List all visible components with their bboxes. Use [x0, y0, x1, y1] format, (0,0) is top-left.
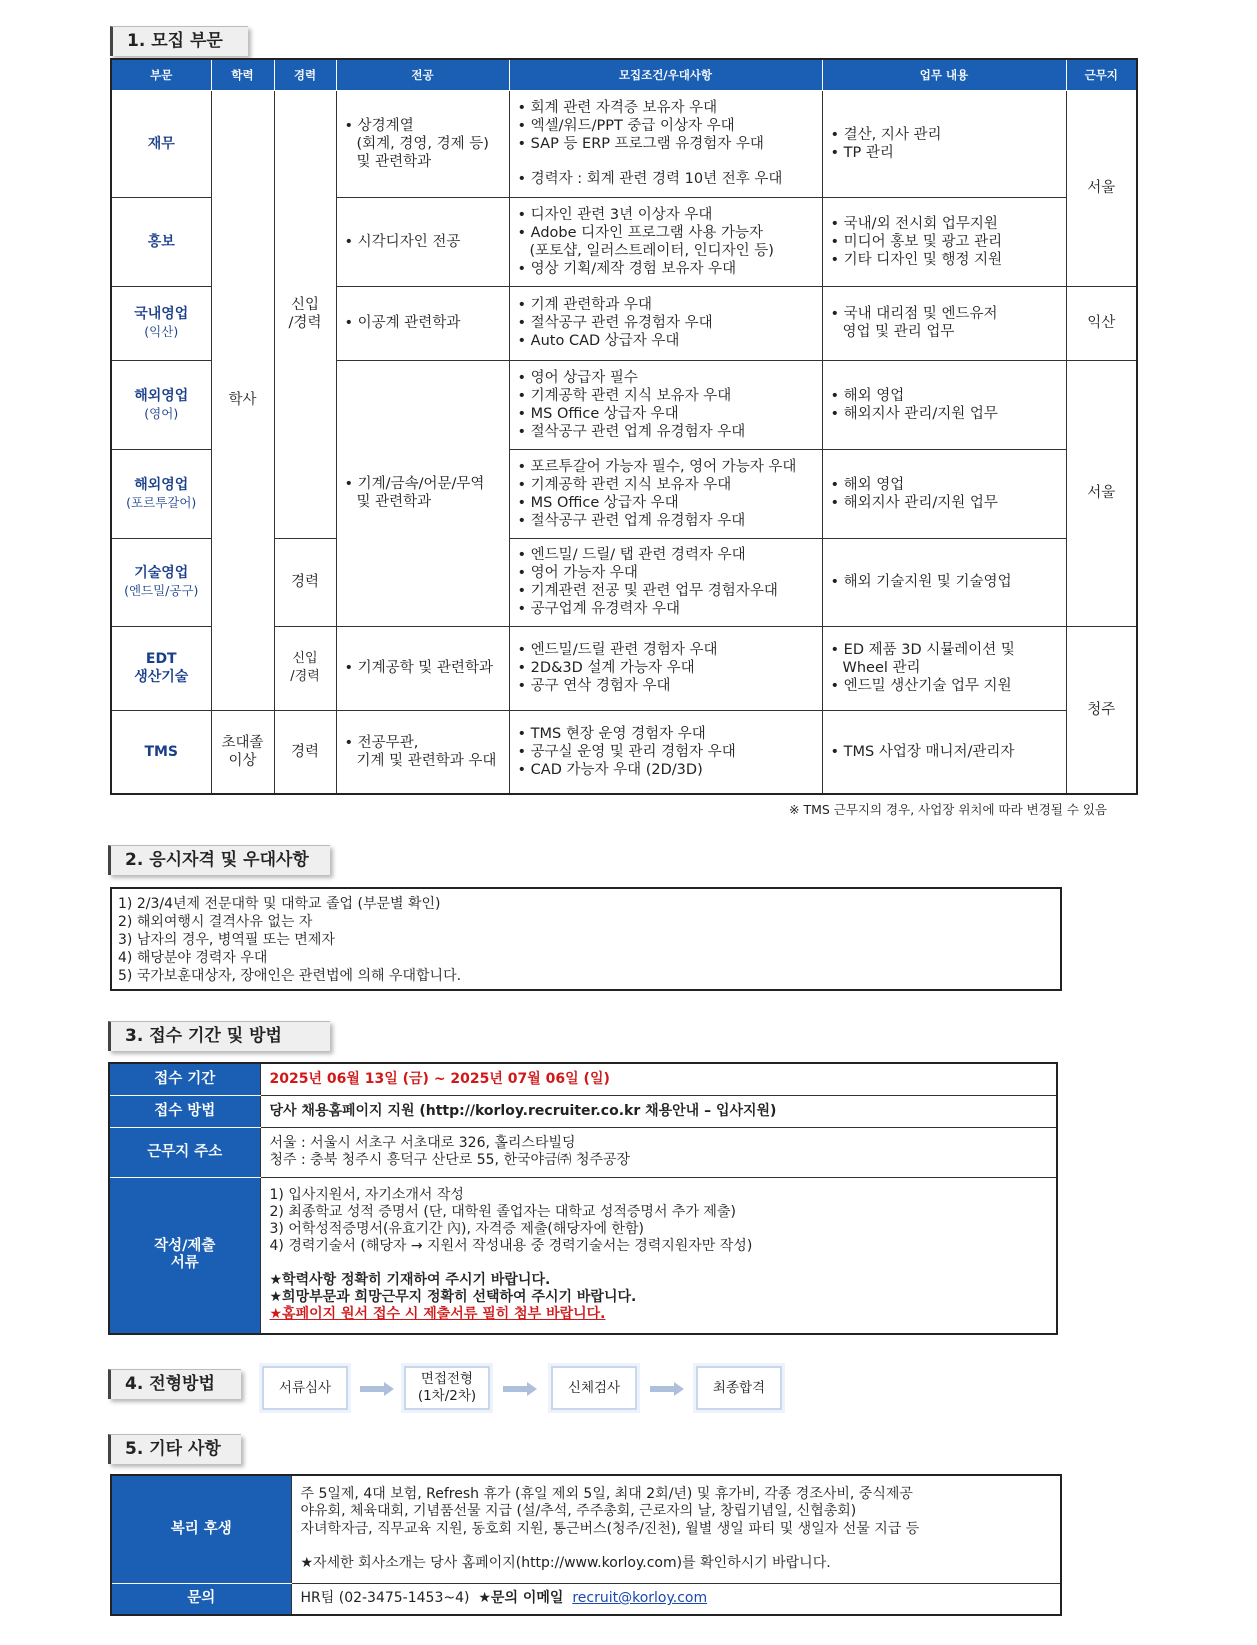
recruitment-table	[110, 58, 1138, 795]
doc-note: ★학력사항 정확히 기재하여 주시기 바랍니다.	[269, 1272, 551, 1289]
application-table	[108, 1062, 1058, 1335]
header-major: 전공	[336, 59, 509, 90]
address-label: 근무지 주소	[109, 1127, 260, 1177]
duties-cell: • TMS 사업장 매니저/관리자	[822, 710, 1066, 794]
table-row	[109, 1177, 1057, 1334]
dept-cell: 국내영업 (익산)	[111, 286, 211, 360]
docs-label: 작성/제출 서류	[109, 1177, 260, 1334]
major-cell: • 상경계열 (회계, 경영, 경제 등) 및 관련학과	[336, 90, 509, 197]
table-header-row	[111, 59, 1137, 90]
header-duties: 업무 내용	[822, 59, 1066, 90]
section-2-title: 2. 응시자격 및 우대사항	[108, 845, 330, 875]
step-physical-exam: 신체검사	[551, 1366, 637, 1410]
duties-cell: • 결산, 지사 관리 • TP 관리	[822, 90, 1066, 197]
duties-cell: • 해외 영업 • 해외지사 관리/지원 업무	[822, 449, 1066, 538]
period-label: 접수 기간	[109, 1063, 260, 1095]
section-4-title: 4. 전형방법	[108, 1369, 241, 1399]
etc-table	[110, 1474, 1062, 1616]
contact-email-link[interactable]: recruit@korloy.com	[572, 1590, 708, 1606]
dept-cell: 해외영업 (영어)	[111, 360, 211, 449]
table-row	[111, 90, 1137, 197]
duties-cell: • 국내 대리점 및 엔드유저 영업 및 관리 업무	[822, 286, 1066, 360]
conditions-cell: • 포르투갈어 가능자 필수, 영어 가능자 우대 • 기계공학 관련 지식 보유자 우대 • MS Office 상급자 우대 • 절삭공구 관련 업계 유경험자 우대	[509, 449, 822, 538]
doc-line: 4) 경력기술서 (해당자 → 지원서 작성내용 중 경력기술서는 경력지원자만 작성)	[269, 1238, 753, 1255]
edu-cell: 학사	[211, 90, 274, 710]
table-row	[111, 1583, 1061, 1615]
qualification-item: 4) 해당분야 경력자 우대	[118, 950, 268, 966]
conditions-cell: • 영어 상급자 필수 • 기계공학 관련 지식 보유자 우대 • MS Office 상급자 우대 • 절삭공구 관련 업계 유경험자 우대	[509, 360, 822, 449]
step-document-review: 서류심사	[262, 1366, 348, 1410]
docs-value	[260, 1177, 1057, 1334]
conditions-cell: • 회계 관련 자격증 보유자 우대 • 엑셀/워드/PPT 중급 이상자 우대 • SAP 등 ERP 프로그램 유경험자 우대 • 경력자 : 회계 관련 경력 10년 전후 우대	[509, 90, 822, 197]
header-location: 근무지	[1066, 59, 1137, 90]
contact-value	[291, 1583, 1061, 1615]
major-cell: • 전공무관, 기계 및 관련학과 우대	[336, 710, 509, 794]
exp-cell: 신입 /경력	[274, 626, 336, 710]
contact-email-label: ★문의 이메일	[478, 1590, 564, 1606]
location-cell: 서울	[1066, 90, 1137, 286]
step-interview: 면접전형 (1차/2차)	[404, 1366, 490, 1410]
flow-arrow-icon	[650, 1381, 684, 1397]
method-value: 당사 채용홈페이지 지원 (http://korloy.recruiter.co.kr 채용안내 – 입사지원)	[260, 1095, 1057, 1127]
major-cell: • 시각디자인 전공	[336, 197, 509, 286]
major-cell: • 기계/금속/어문/무역 및 관련학과	[336, 360, 509, 626]
doc-note-important: ★홈페이지 원서 접수 시 제출서류 필히 첨부 바랍니다.	[269, 1306, 606, 1323]
major-cell: • 이공계 관련학과	[336, 286, 509, 360]
major-cell: • 기계공학 및 관련학과	[336, 626, 509, 710]
header-dept: 부문	[111, 59, 211, 90]
dept-cell: EDT 생산기술	[111, 626, 211, 710]
dept-cell: 기술영업 (엔드밀/공구)	[111, 538, 211, 626]
contact-label: 문의	[111, 1583, 291, 1615]
welfare-value	[291, 1475, 1061, 1583]
welfare-note: ★자세한 회사소개는 당사 홈페이지(http://www.korloy.com)를 확인하시기 바랍니다.	[300, 1555, 831, 1572]
section-3-title: 3. 접수 기간 및 방법	[108, 1021, 330, 1051]
qualifications-box	[110, 887, 1062, 991]
location-cell: 서울	[1066, 360, 1137, 626]
qualification-item: 5) 국가보훈대상자, 장애인은 관련법에 의해 우대합니다.	[118, 968, 462, 984]
address-line: 서울 : 서울시 서초구 서초대로 326, 홀리스타빌딩	[269, 1135, 576, 1151]
table-row	[109, 1063, 1057, 1095]
doc-line: 2) 최종학교 성적 증명서 (단, 대학원 졸업자는 대학교 성적증명서 추가 제출)	[269, 1204, 736, 1221]
exp-cell: 경력	[274, 710, 336, 794]
duties-cell: • ED 제품 3D 시뮬레이션 및 Wheel 관리 • 엔드밀 생산기술 업무 지원	[822, 626, 1066, 710]
header-edu: 학력	[211, 59, 274, 90]
duties-cell: • 해외 영업 • 해외지사 관리/지원 업무	[822, 360, 1066, 449]
qualification-item: 3) 남자의 경우, 병역필 또는 면제자	[118, 932, 335, 948]
table-row	[111, 710, 1137, 794]
welfare-line: 주 5일제, 4대 보험, Refresh 휴가 (휴일 제외 5일, 최대 2회/년) 및 휴가비, 각종 경조사비, 중식제공	[300, 1485, 913, 1502]
doc-note: ★희망부문과 희망근무지 정확히 선택하여 주시기 바랍니다.	[269, 1289, 637, 1306]
conditions-cell: • 엔드밀/드릴 관련 경험자 우대 • 2D&3D 설계 가능자 우대 • 공구 연삭 경험자 우대	[509, 626, 822, 710]
doc-line: 1) 입사지원서, 자기소개서 작성	[269, 1187, 464, 1204]
location-cell: 익산	[1066, 286, 1137, 360]
conditions-cell: • 기계 관련학과 우대 • 절삭공구 관련 유경험자 우대 • Auto CAD 상급자 우대	[509, 286, 822, 360]
step-final-pass: 최종합격	[696, 1366, 782, 1410]
conditions-cell: • 엔드밀/ 드릴/ 탭 관련 경력자 우대 • 영어 가능자 우대 • 기계관련 전공 및 관련 업무 경험자우대 • 공구업계 유경력자 우대	[509, 538, 822, 626]
header-exp: 경력	[274, 59, 336, 90]
exp-cell: 신입 /경력	[274, 90, 336, 538]
doc-line: 3) 어학성적증명서(유효기간 內), 자격증 제출(해당자에 한함)	[269, 1221, 644, 1238]
table-row	[111, 1475, 1061, 1583]
welfare-label: 복리 후생	[111, 1475, 291, 1583]
welfare-line: 자녀학자금, 직무교육 지원, 동호회 지원, 통근버스(청주/진천), 월별 생일 파티 및 생일자 선물 지급 등	[300, 1520, 920, 1537]
edu-cell: 초대졸 이상	[211, 710, 274, 794]
contact-hr: HR팀 (02-3475-1453~4)	[300, 1590, 470, 1606]
address-line: 청주 : 충북 청주시 흥덕구 산단로 55, 한국야금㈜ 청주공장	[269, 1152, 631, 1168]
address-value	[260, 1127, 1057, 1177]
flow-arrow-icon	[360, 1381, 394, 1397]
section-1-title: 1. 모집 부문	[110, 26, 248, 56]
conditions-cell: • TMS 현장 운영 경험자 우대 • 공구실 운영 및 관리 경험자 우대 • CAD 가능자 우대 (2D/3D)	[509, 710, 822, 794]
period-value: 2025년 06월 13일 (금) ~ 2025년 07월 06일 (일)	[260, 1063, 1057, 1095]
header-conditions: 모집조건/우대사항	[509, 59, 822, 90]
table-row	[109, 1127, 1057, 1177]
method-label: 접수 방법	[109, 1095, 260, 1127]
welfare-line: 야유회, 체육대회, 기념품선물 지급 (설/추석, 주주총회, 근로자의 날, 창립기념일, 신협총회)	[300, 1503, 857, 1520]
dept-cell: 홍보	[111, 197, 211, 286]
tms-location-note: ※ TMS 근무지의 경우, 사업장 위치에 따라 변경될 수 있음	[789, 802, 1108, 817]
location-cell: 청주	[1066, 626, 1137, 794]
section-5-title: 5. 기타 사항	[108, 1434, 241, 1464]
flow-arrow-icon	[503, 1381, 537, 1397]
dept-cell: 해외영업 (포르투갈어)	[111, 449, 211, 538]
duties-cell: • 해외 기술지원 및 기술영업	[822, 538, 1066, 626]
qualification-item: 2) 해외여행시 결격사유 없는 자	[118, 914, 313, 930]
conditions-cell: • 디자인 관련 3년 이상자 우대 • Adobe 디자인 프로그램 사용 가능자 (포토샵, 일러스트레이터, 인디자인 등) • 영상 기획/제작 경험 보유자 우대	[509, 197, 822, 286]
dept-cell: TMS	[111, 710, 211, 794]
table-row	[109, 1095, 1057, 1127]
qualification-item: 1) 2/3/4년제 전문대학 및 대학교 졸업 (부문별 확인)	[118, 896, 441, 912]
exp-cell: 경력	[274, 538, 336, 626]
duties-cell: • 국내/외 전시회 업무지원 • 미디어 홍보 및 광고 관리 • 기타 디자인 및 행정 지원	[822, 197, 1066, 286]
dept-cell: 재무	[111, 90, 211, 197]
